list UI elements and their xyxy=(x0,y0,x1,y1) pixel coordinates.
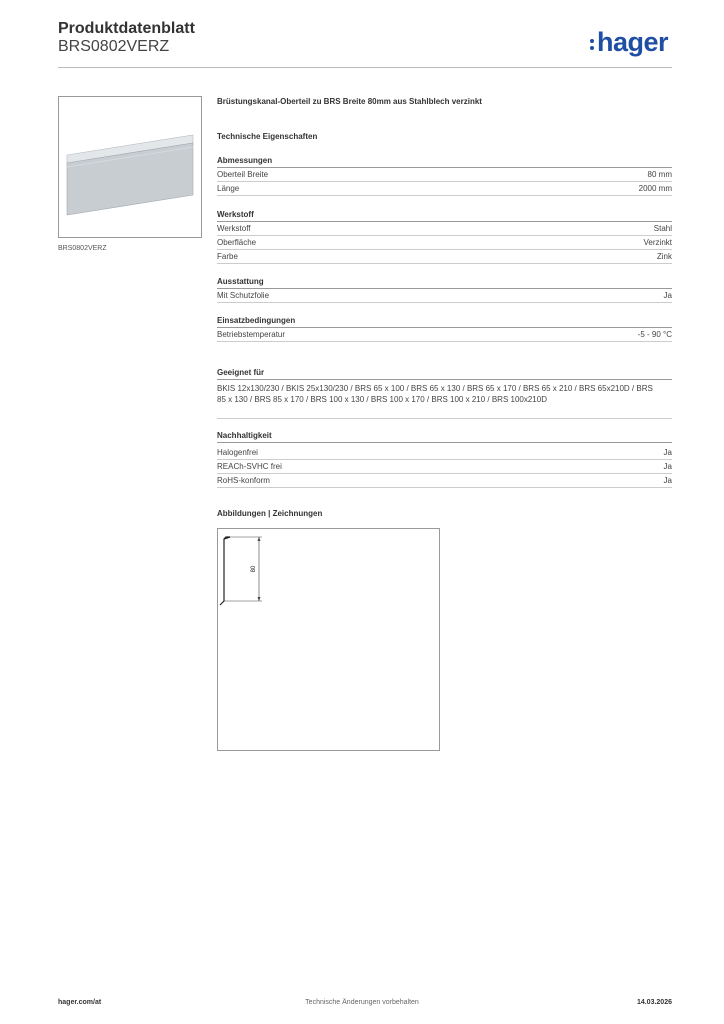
spec-label: RoHS-konform xyxy=(217,476,270,485)
spec-row xyxy=(217,446,672,460)
product-code: BRS0802VERZ xyxy=(58,38,170,55)
section-abmessungen-title: Abmessungen xyxy=(217,156,672,168)
section-nachhaltigkeit-title: Nachhaltigkeit xyxy=(217,431,672,443)
spec-value: Verzinkt xyxy=(643,238,672,247)
footer-date: 14.03.2026 xyxy=(636,999,672,1006)
dimension-label: 80 xyxy=(251,565,257,573)
technical-drawing-frame xyxy=(217,528,440,751)
hager-logo xyxy=(590,27,668,58)
header-divider xyxy=(58,67,672,68)
spec-value: Ja xyxy=(663,448,672,457)
spec-row xyxy=(217,328,672,342)
product-image-caption: BRS0802VERZ xyxy=(58,245,107,252)
section-werkstoff-title: Werkstoff xyxy=(217,210,672,222)
spec-row xyxy=(217,222,672,236)
spec-label: REACh-SVHC frei xyxy=(217,462,282,471)
spec-value: Ja xyxy=(663,291,672,300)
spec-label: Oberfläche xyxy=(217,238,257,247)
product-image-frame xyxy=(58,96,202,238)
section-einsatz-title: Einsatzbedingungen xyxy=(217,316,672,328)
spec-label: Farbe xyxy=(217,252,238,261)
section-abbildungen-title: Abbildungen | Zeichnungen xyxy=(217,509,323,518)
technical-drawing xyxy=(218,529,439,750)
section-ausstattung-title: Ausstattung xyxy=(217,277,672,289)
spec-value: Ja xyxy=(663,462,672,471)
spec-label: Betriebstemperatur xyxy=(217,330,286,339)
spec-label: Werkstoff xyxy=(217,224,251,233)
spec-row xyxy=(217,460,672,474)
section-geeignet-title: Geeignet für xyxy=(217,368,672,380)
logo-text: hager xyxy=(597,27,669,57)
spec-label: Mit Schutzfolie xyxy=(217,291,270,300)
document-title: Produktdatenblatt xyxy=(58,20,195,37)
compatible-products-text: BKIS 12x130/230 / BKIS 25x130/230 / BRS 65 x 100 / BRS 65 x 130 / BRS 65 x 170 / BRS 65 x 210 / BRS 65x210D / BRS 85 x 130 / BRS 85 x 170 / BRS 100 x 130 / BRS 100 x 170 / BRS 100 x 210 / BRS 100x210D xyxy=(217,384,653,404)
spec-row xyxy=(217,289,672,303)
spec-row xyxy=(217,168,672,182)
spec-row xyxy=(217,182,672,196)
technical-properties-heading: Technische Eigenschaften xyxy=(217,132,318,141)
product-description: Brüstungskanal-Oberteil zu BRS Breite 80mm aus Stahlblech verzinkt xyxy=(217,97,482,106)
spec-value: 2000 mm xyxy=(638,184,672,193)
spec-label: Halogenfrei xyxy=(217,448,258,457)
spec-value: Zink xyxy=(656,252,672,261)
divider xyxy=(217,418,672,419)
spec-value: 80 mm xyxy=(647,170,672,179)
spec-value: Stahl xyxy=(653,224,672,233)
spec-value: -5 - 90 °C xyxy=(637,330,672,339)
spec-label: Länge xyxy=(217,184,240,193)
product-image xyxy=(59,97,201,237)
footer-website[interactable]: hager.com/at xyxy=(58,999,102,1006)
spec-label: Oberteil Breite xyxy=(217,170,269,179)
footer-notice: Technische Änderungen vorbehalten xyxy=(305,999,419,1006)
spec-row xyxy=(217,250,672,264)
spec-value: Ja xyxy=(663,476,672,485)
spec-row xyxy=(217,474,672,488)
spec-row xyxy=(217,236,672,250)
logo-dots-icon xyxy=(590,37,595,51)
